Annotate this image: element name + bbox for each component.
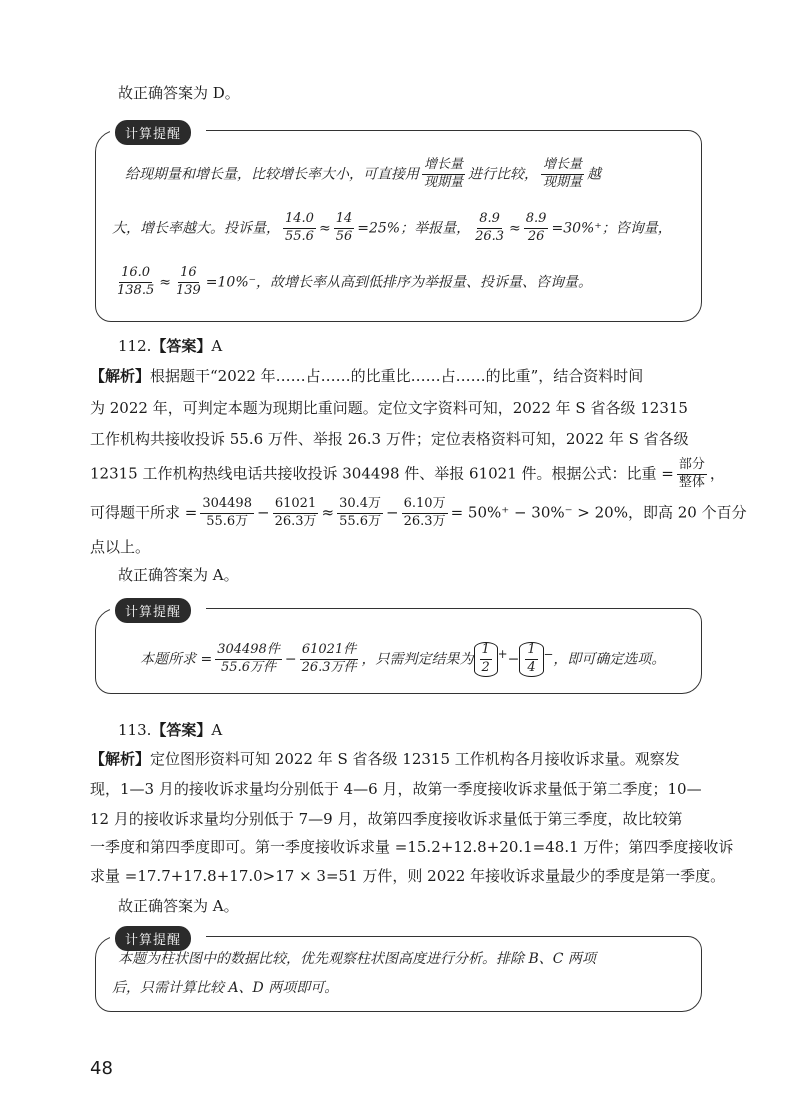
q112-explanation-line-4: 12315 工作机构热线电话共接收投诉 304498 件、举报 61021 件。根据公式：比重 = $\frac{\text{部分}}{\text{整体}}$ ， (90, 457, 725, 490)
fraction-bracket: $\frac{1}{2}$ (474, 642, 498, 677)
fraction-bracket: $\frac{1}{4}$ (519, 642, 543, 677)
page-number: 48 (90, 1058, 113, 1079)
tip1-line-2: 大，增长率越大。投诉量， $\frac{14.0}{55.6}$ ≈ $\frac{14}{56}$ =25%；举报量， $\frac{8.9}{26.3}$ ≈ $\frac{8.9}{26}$ =30%⁺；咨询量， (112, 211, 672, 244)
fraction: $\frac{\text{61021件}}{\text{26.3万件}}$ (301, 642, 357, 675)
calc-tip-label-1: 计算提醒 (115, 120, 191, 145)
q113-answer: 113.【答案】A (118, 721, 223, 739)
fraction: $\frac{14}{56}$ (335, 211, 353, 244)
tip3-line-2: 后，只需计算比较 A、D 两项即可。 (112, 980, 339, 996)
fraction: $\frac{\text{增长量}}{\text{现期量}}$ (424, 157, 464, 190)
fraction: $\frac{\text{增长量}}{\text{现期量}}$ (543, 157, 583, 190)
fraction: $\frac{61021}{\text{26.3万}}$ (274, 496, 317, 529)
fraction: $\frac{\text{30.4万}}{\text{55.6万}}$ (339, 496, 382, 529)
q112-explanation-line-6: 点以上。 (90, 538, 151, 556)
q113-explanation-line-4: 一季度和第四季度即可。第一季度接收诉求量 =15.2+12.8+20.1=48.1 万件；第四季度接收诉 (90, 838, 734, 856)
fraction: $\frac{\text{6.10万}}{\text{26.3万}}$ (403, 496, 446, 529)
q113-explanation-line-2: 现，1—3 月的接收诉求量均分别低于 4—6 月，故第一季度接收诉求量低于第二季度；10— (90, 780, 702, 798)
answer-line-113: 故正确答案为 A。 (118, 897, 239, 915)
fraction: $\frac{304498}{\text{55.6万}}$ (202, 496, 252, 529)
tip1-line-3: $\frac{16.0}{138.5}$ ≈ $\frac{16}{139}$ =10%⁻，故增长率从高到低排序为举报量、投诉量、咨询量。 (117, 265, 593, 298)
answer-line-112: 故正确答案为 A。 (118, 566, 239, 584)
q112-explanation-line-1: 【解析】根据题干“2022 年……占……的比重比……占……的比重”，结合资料时间 (90, 367, 644, 385)
fraction: $\frac{8.9}{26.3}$ (475, 211, 505, 244)
q112-explanation-line-2: 为 2022 年，可判定本题为现期比重问题。定位文字资料可知，2022 年 S 省各级 12315 (90, 399, 688, 417)
calc-tip-label-2: 计算提醒 (115, 598, 191, 623)
q113-explanation-line-5: 求量 =17.7+17.8+17.0>17 × 3=51 万件，则 2022 年接收诉求量最少的季度是第一季度。 (90, 867, 726, 885)
tip2-line: 本题所求 = $\frac{\text{304498件}}{\text{55.6万件}}$ − $\frac{\text{61021件}}{\text{26.3万件}}$ ，只需判定结果为 $\frac{1}{2}$ +− $\frac{1}{4}$ −，即可确定选项。 (140, 642, 666, 675)
q113-explanation-line-1: 【解析】定位图形资料可知 2022 年 S 省各级 12315 工作机构各月接收诉求量。观察发 (90, 750, 680, 768)
q113-explanation-line-3: 12 月的接收诉求量均分别低于 7—9 月，故第四季度接收诉求量低于第三季度，故比较第 (90, 810, 683, 828)
fraction: $\frac{16.0}{138.5}$ (117, 265, 155, 298)
tip3-line-1: 本题为柱状图中的数据比较，优先观察柱状图高度进行分析。排除 B、C 两项 (118, 951, 596, 967)
answer-line-111: 故正确答案为 D。 (118, 84, 240, 102)
fraction: $\frac{14.0}{55.6}$ (285, 211, 314, 244)
calc-tip-label-3: 计算提醒 (115, 926, 191, 951)
q112-explanation-line-3: 工作机构共接收投诉 55.6 万件、举报 26.3 万件；定位表格资料可知，2022 年 S 省各级 (90, 430, 689, 448)
fraction: $\frac{8.9}{26}$ (525, 211, 547, 244)
q112-answer: 112.【答案】A (118, 337, 223, 355)
fraction: $\frac{\text{部分}}{\text{整体}}$ (678, 457, 705, 490)
q112-explanation-line-5: 可得题干所求 = $\frac{304498}{\text{55.6万}}$ − $\frac{61021}{\text{26.3万}}$ ≈ $\frac{\text{30.4万}}{\text{55.6万}}$ − $\frac{\text{6.10万}}{\text{26.3万}}$ = 50%⁺ − 30%⁻ > 20%，即高 20 个百分 (90, 496, 747, 529)
tip1-line-1: 给现期量和增长量，比较增长率大小，可直接用 $\frac{\text{增长量}}{\text{现期量}}$ 进行比较， $\frac{\text{增长量}}{\text{现期量}}$ 越 (125, 157, 602, 190)
fraction: $\frac{\text{304498件}}{\text{55.6万件}}$ (217, 642, 280, 675)
fraction: $\frac{16}{139}$ (175, 265, 201, 298)
